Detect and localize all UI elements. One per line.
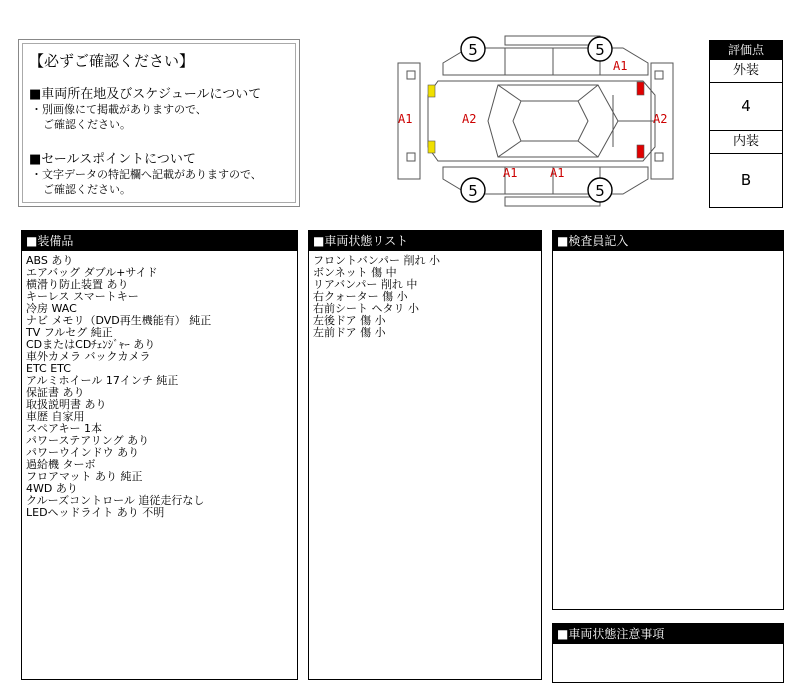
notice-box (18, 39, 300, 207)
notice-section2-line1: ・文字データの特記欄へ記載がありますので、 (31, 168, 262, 181)
red-marker-lower (637, 145, 644, 158)
mark-top-right: 5 (595, 41, 605, 59)
notice-section1-heading: ■車両所在地及びスケジュールについて (29, 87, 262, 102)
equipment-item: TV フルセグ 純正 (26, 326, 113, 339)
condition-item: 右クォーター 傷 小 (313, 290, 408, 303)
equipment-item: アルミホイール 17インチ 純正 (26, 374, 179, 387)
equipment-item: 冷房 WAC (26, 302, 77, 315)
car-plan-roof (513, 101, 588, 141)
mark-a2-right: A2 (653, 112, 668, 126)
condition-item: 右前シート ヘタリ 小 (313, 302, 419, 315)
equipment-item: 4WD あり (26, 482, 78, 495)
equipment-item: 車歴 自家用 (26, 410, 85, 423)
notice-section1-line1: ・別画像にて掲載がありますので、 (31, 103, 207, 116)
condition-header: ■車両状態リスト (309, 231, 541, 251)
grade-box (709, 40, 783, 208)
equipment-item: ABS あり (26, 254, 74, 267)
equipment-item: ナビ メモリ（DVD再生機能有） 純正 (26, 314, 212, 327)
equipment-item: スペアキー 1本 (26, 422, 103, 435)
equipment-item: CDまたはCDﾁｪﾝｼﾞｬｰ あり (26, 338, 156, 351)
equipment-item: 保証書 あり (26, 386, 85, 399)
yellow-marker-lower (428, 141, 435, 153)
condition-item: ボンネット 傷 中 (313, 266, 397, 279)
mark-bottom-left: 5 (468, 182, 478, 200)
interior-label: 内装 (710, 131, 782, 154)
equipment-item: 車外カメラ バックカメラ (26, 350, 151, 363)
red-marker-upper (637, 82, 644, 95)
condition-list (309, 251, 541, 343)
interior-value: B (740, 171, 752, 189)
mark-a1-bottom-left: A1 (503, 166, 518, 180)
condition-item: 左後ドア 傷 小 (313, 314, 386, 327)
notice-title: 【必ずご確認ください】 (29, 52, 195, 70)
mark-bottom-right: 5 (595, 182, 605, 200)
mark-top-left: 5 (468, 41, 478, 59)
equipment-item: パワーステアリング あり (26, 434, 150, 447)
equipment-item: パワーウインドウ あり (26, 446, 140, 459)
mark-a2-left: A2 (462, 112, 477, 126)
equipment-list (22, 251, 297, 523)
grade-header: 評価点 (710, 41, 782, 60)
equipment-item: フロアマット あり 純正 (26, 470, 143, 483)
exterior-label: 外装 (710, 60, 782, 83)
bottom-side-roof-strip (505, 197, 600, 206)
mark-a1-bottom-right: A1 (550, 166, 565, 180)
equipment-item: LEDヘッドライト あり 不明 (26, 506, 165, 519)
car-plan-cabin (488, 85, 618, 157)
equipment-item: キーレス スマートキー (26, 290, 139, 303)
notice-section1-line2: ご確認ください。 (43, 118, 131, 131)
inspector-header: ■検査員記入 (553, 231, 783, 251)
notes-panel (552, 623, 784, 683)
top-side-roof-strip (505, 36, 600, 45)
notice-section2-line2: ご確認ください。 (43, 183, 131, 196)
condition-item: 左前ドア 傷 小 (313, 326, 386, 339)
yellow-marker-upper (428, 85, 435, 97)
mark-a1-top-right: A1 (613, 59, 628, 73)
notes-header: ■車両状態注意事項 (553, 624, 783, 644)
notice-inner (22, 43, 296, 203)
equipment-item: 横滑り防止装置 あり (26, 278, 129, 291)
equipment-header: ■装備品 (22, 231, 297, 251)
inspector-panel (552, 230, 784, 610)
equipment-item: 取扱説明書 あり (26, 398, 107, 411)
equipment-item: ETC ETC (26, 362, 71, 375)
equipment-item: 過給機 ターボ (26, 458, 96, 471)
equipment-item: エアバッグ ダブル+サイド (26, 266, 158, 279)
equipment-item: クルーズコントロール 追従走行なし (26, 494, 205, 507)
car-damage-diagram (393, 33, 688, 208)
mark-a1-left: A1 (398, 112, 413, 126)
equipment-panel (21, 230, 298, 680)
exterior-value: 4 (710, 83, 782, 131)
condition-panel (308, 230, 542, 680)
condition-item: リアバンパー 削れ 中 (313, 278, 418, 291)
condition-item: フロントバンパー 削れ 小 (313, 254, 441, 267)
notice-section2-heading: ■セールスポイントについて (29, 152, 196, 167)
